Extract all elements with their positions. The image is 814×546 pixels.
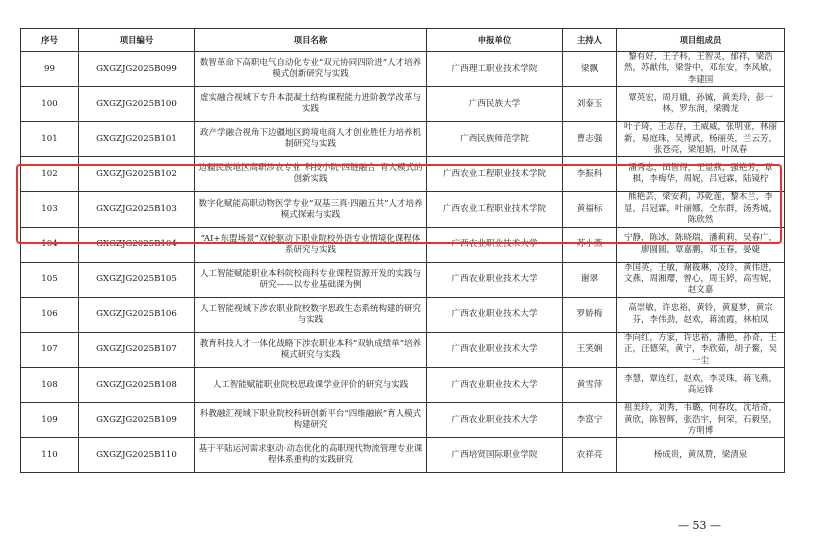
cell-members: 杨成贵，黄凤赞，梁清泉 [617,438,785,473]
cell-unit: 广西农业工程职业技术学院 [427,192,563,227]
header-host: 主持人 [563,29,617,52]
table-row [21,403,785,438]
cell-host: 李振科 [563,157,617,192]
table-row [21,438,785,473]
cell-code: GXGZJG2025B100 [79,87,195,122]
cell-host: 谢翠 [563,262,617,297]
cell-unit: 广西理工职业技术学院 [427,52,563,87]
cell-members: 李国英，王敏，谢筱琳，凌玲，黄伟进，文燕，周湘璎，曾心，周玉婷，高雪妮，赵文嘉 [617,262,785,297]
cell-title: “AI+东盟场景”双轮驱动下职业院校外语专业情境化课程体系研究与实践 [195,227,427,262]
header-unit: 申报单位 [427,29,563,52]
page-number: — 53 — [678,519,721,532]
cell-code: GXGZJG2025B099 [79,52,195,87]
project-table [20,28,785,473]
header-title: 项目名称 [195,29,427,52]
cell-unit: 广西民族师范学院 [427,122,563,157]
cell-members: 祖美玲，刘秀，韦璐，何春玫，沈培奇，黄欣，陈智辉，张浩宇，何荣，石毅坚，方明博 [617,403,785,438]
cell-code: GXGZJG2025B105 [79,262,195,297]
table-header-row [21,29,785,52]
cell-title: 数智革命下高职电气自动化专业“双元协同四阶进”人才培养模式创新研究与实践 [195,52,427,87]
cell-host: 刘泰玉 [563,87,617,122]
cell-index: 100 [21,87,79,122]
cell-host: 曹志强 [563,122,617,157]
cell-members: 高崇敏，许忠裕，黄铃，黄夏梦，黄宗芬，李伟劲，赵欢，蒋流霞，林柏凤 [617,297,785,332]
cell-members: 黎有好，王子科，王智灵，郁祥，梁浩然，苏献伟，梁誉中，邓东安，李风敏，李建国 [617,52,785,87]
table-row [21,262,785,297]
cell-unit: 广西农业职业技术大学 [427,403,563,438]
cell-index: 101 [21,122,79,157]
cell-index: 108 [21,368,79,403]
cell-host: 苏小燕 [563,227,617,262]
cell-index: 102 [21,157,79,192]
cell-unit: 广西民族大学 [427,87,563,122]
table-row [21,368,785,403]
cell-title: 虚实融合视域下专升本混凝土结构课程能力进阶教学改革与实践 [195,87,427,122]
table-row [21,122,785,157]
cell-host: 王笑娴 [563,332,617,367]
cell-index: 106 [21,297,79,332]
cell-title: 教育科技人才一体化战略下涉农职业本科“双轨成绩单”培养模式研究与实践 [195,332,427,367]
table-row [21,332,785,367]
cell-host: 李富宁 [563,403,617,438]
cell-title: 人工智能视域下涉农职业院校数字思政生态系统构建的研究与实践 [195,297,427,332]
header-index: 序号 [21,29,79,52]
cell-members: 宁静，陈冰，陈晓瑞，潘莉莉，吴春广，廖圆圆，覃嘉鹏，邓玉春，晏婕 [617,227,785,262]
cell-host: 农祥亮 [563,438,617,473]
cell-host: 罗娇梅 [563,297,617,332]
cell-code: GXGZJG2025B103 [79,192,195,227]
cell-unit: 广西农业职业技术大学 [427,262,563,297]
cell-code: GXGZJG2025B106 [79,297,195,332]
cell-code: GXGZJG2025B110 [79,438,195,473]
cell-title: 人工智能赋能职业院校思政课学业评价的研究与实践 [195,368,427,403]
cell-code: GXGZJG2025B104 [79,227,195,262]
table-row [21,227,785,262]
cell-members: 潘秀忠，田智得，王显燕，强艳芳，覃棋，李梅华，周妮，吕冠霖，陆镜柠 [617,157,785,192]
cell-index: 109 [21,403,79,438]
cell-title: 政产学融合视角下边疆地区跨境电商人才创业胜任力培养机制研究与实践 [195,122,427,157]
cell-code: GXGZJG2025B102 [79,157,195,192]
cell-title: 人工智能赋能职业本科院校商科专业课程资源开发的实践与研究——以专业基础课为例 [195,262,427,297]
cell-unit: 广西培贤国际职业学院 [427,438,563,473]
table-row [21,192,785,227]
cell-index: 105 [21,262,79,297]
cell-title: 科教融汇视域下职业院校科研创新平台“四维融嵌”育人模式构建研究 [195,403,427,438]
cell-index: 104 [21,227,79,262]
table-row [21,87,785,122]
cell-index: 103 [21,192,79,227]
cell-index: 107 [21,332,79,367]
cell-members: 李慧，覃连红，赵欢，李灵珠，蒋飞燕，高运锋 [617,368,785,403]
cell-title: 边疆民族地区高职涉农专业“科技小院·四链融合”育人模式的创新实践 [195,157,427,192]
header-members: 项目组成员 [617,29,785,52]
cell-host: 梁飘 [563,52,617,87]
cell-code: GXGZJG2025B101 [79,122,195,157]
table-row [21,297,785,332]
cell-index: 110 [21,438,79,473]
cell-code: GXGZJG2025B108 [79,368,195,403]
cell-title: 数字化赋能高职动物医学专业“双基三真·四融五共”人才培养模式探索与实践 [195,192,427,227]
cell-title: 基于平陆运河需求驱动·动态优化的高职现代物流管理专业课程体系重构的实践研究 [195,438,427,473]
cell-members: 叶子琦，王志存，王威威，张明亚，林丽新，易庭珠，吴博武，杨丽英，兰云芳，张苍亮，梁旭娟，叶凤春 [617,122,785,157]
cell-unit: 广西农业工程职业技术学院 [427,157,563,192]
cell-unit: 广西农业职业技术大学 [427,297,563,332]
cell-unit: 广西农业职业技术大学 [427,332,563,367]
cell-host: 黄雪萍 [563,368,617,403]
cell-code: GXGZJG2025B109 [79,403,195,438]
cell-unit: 广西农业职业技术大学 [427,227,563,262]
cell-host: 黄福标 [563,192,617,227]
cell-members: 熊艳芸，梁安莉，苏乾莲，黎木兰，李显，吕冠霖，叶丽娜，仝东群，汤秀城，陈欣然 [617,192,785,227]
cell-members: 李向红，方家，许忠裕，潘艳，孙奇，王正，汪德荣，黄宁，李欣茹，胡子鳌，吴一尘 [617,332,785,367]
table-row [21,52,785,87]
cell-code: GXGZJG2025B107 [79,332,195,367]
header-code: 项目编号 [79,29,195,52]
cell-members: 覃英宏，周月娥，孙铖，黄美玲，彭一林，罗东润，梁腾龙 [617,87,785,122]
table-row [21,157,785,192]
cell-index: 99 [21,52,79,87]
cell-unit: 广西农业职业技术大学 [427,368,563,403]
